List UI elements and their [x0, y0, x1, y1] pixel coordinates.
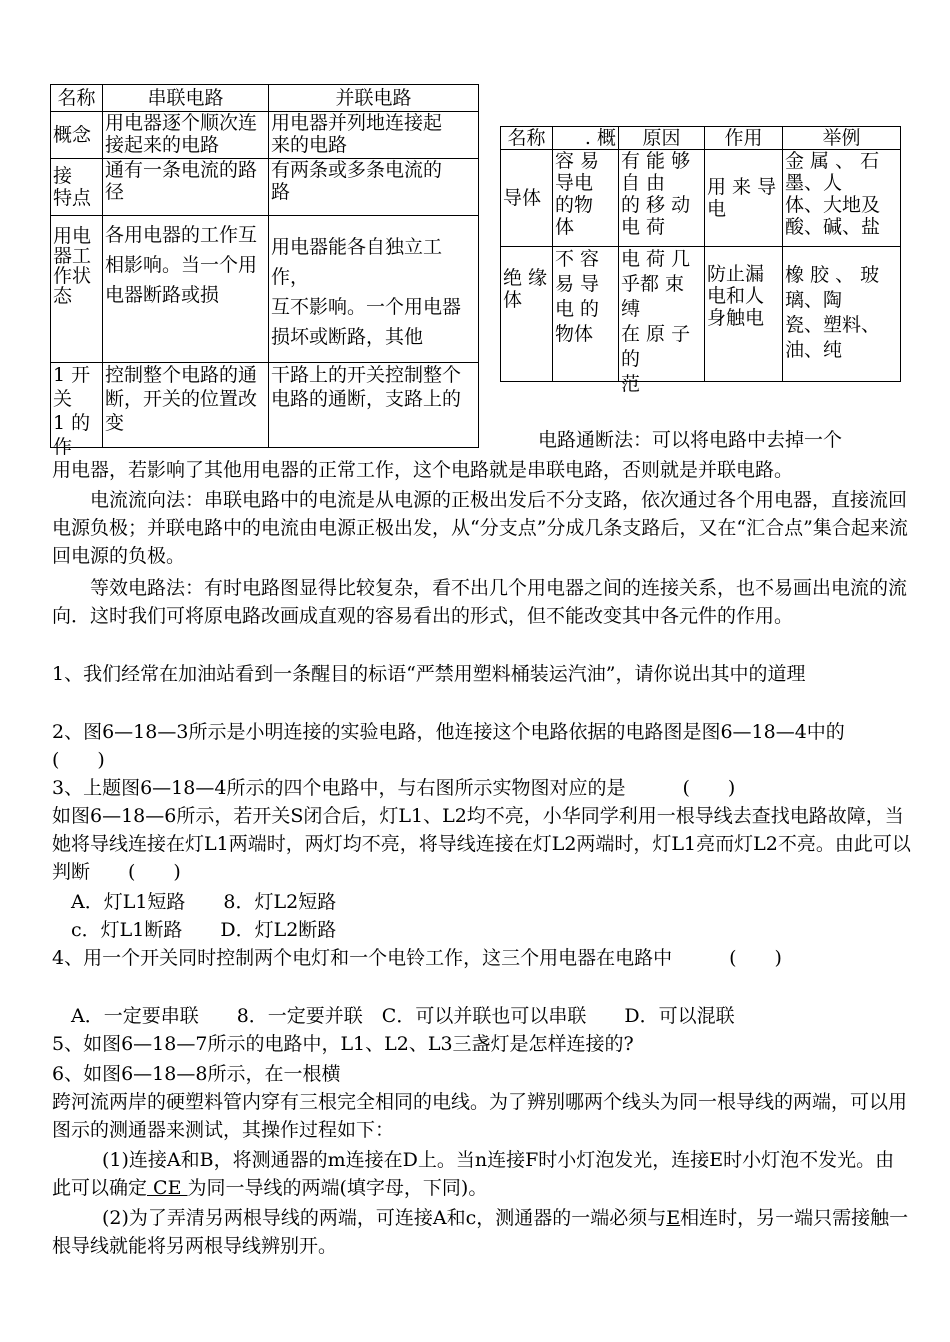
- question-3b: 如图6—18—6所示，若开关S闭合后，灯L1、L2均不亮，小华同学利用一根导线去查找电路故障，当她将导线连接在灯L1两端时，两灯均不亮，将导线连接在灯L2两端时，灯L1亮而灯L2不亮。由此可以判断 ( ): [52, 805, 911, 883]
- t2-cell: 用 来 导 电: [707, 176, 777, 220]
- t1-cell: 用电器逐个顺次连 接起来的电路: [105, 112, 258, 156]
- q6-part2-answer: E: [666, 1207, 681, 1229]
- q6-part1-text-b: 为同一导线的两端(填字母，下同)。: [187, 1177, 488, 1199]
- t1-cell: 控制整个电路的通 断，开关的位置改变: [105, 364, 258, 434]
- question-3: 3、上题图6—18—4所示的四个电路中，与右图所示实物图对应的是 ( ): [52, 777, 736, 799]
- t1-cell: 通有一条电流的路 径: [105, 159, 258, 203]
- t1-cell: 干路上的开关控制整个 电路的通断，支路上的: [271, 364, 462, 410]
- method2-paragraph: 电流流向法：串联电路中的电流是从电源的正极出发后不分支路，依次通过各个用电器，直接流回电源负极；并联电路中的电流由电源正极出发，从“分支点”分成几条支路后，又在“汇合点”集合起来流回电源的负极。: [52, 489, 908, 567]
- question-6-part2: [52, 1204, 912, 1260]
- question-6-part1: [52, 1146, 912, 1202]
- question-4-options: A．一定要串联 8．一定要并联 C．可以并联也可以串联 D．可以混联: [52, 1005, 735, 1027]
- t2-cell: 容 易 导电 的物 体: [555, 150, 600, 238]
- t2-row-name: 导体: [503, 187, 542, 209]
- t1-cell: 有两条或多条电流的 路: [271, 159, 443, 203]
- t1-row-label: 用电 器工 作状 态: [53, 225, 92, 307]
- q6-part2-text-a: (2)为了弄清另两根导线的两端，可连接A和c，测通器的一端必须与: [102, 1207, 667, 1229]
- question-2: 2、图6—18—3所示是小明连接的实验电路，他连接这个电路依据的电路图是图6—18—4中的 ( ): [52, 721, 864, 771]
- conductor-insulator-table: [500, 126, 901, 395]
- question-6-line2: 跨河流两岸的硬塑料管内穿有三根完全相同的电线。为了辨别哪两个线头为同一根导线的两端，可以用图示的测通器来测试，其操作过程如下：: [52, 1091, 908, 1141]
- t2-header-example: 举例: [783, 127, 901, 150]
- t2-row-name: 绝 缘 体: [503, 267, 548, 311]
- method3-paragraph: 等效电路法：有时电路图显得比较复杂，看不出几个用电器之间的连接关系，也不易画出电流的流向．这时我们可将原电路改画成直观的容易看出的形式，但不能改变其中各元件的作用。: [52, 577, 908, 627]
- method1-body: 用电器，若影响了其他用电器的正常工作，这个电路就是串联电路，否则就是并联电路。: [52, 459, 794, 481]
- t2-cell: 橡 胶 、 玻 璃、陶 瓷、塑料、 油、纯: [785, 264, 881, 361]
- t1-row-label: 接 特点: [53, 165, 92, 209]
- t1-row-label: 1 开 关 1 的作: [53, 364, 91, 458]
- t1-header-series: 串联电路: [103, 85, 269, 112]
- question-5: 5、如图6—18—7所示的电路中，L1、L2、L3三盏灯是怎样连接的?: [52, 1033, 634, 1055]
- method1-heading: 电路通断法：可以将电路中去掉一个: [538, 429, 843, 451]
- t1-cell: 用电器能各自独立工作， 互不影响。一个用电器 损坏或断路，其他: [271, 236, 462, 348]
- q6-part2-text-b: 相连时，另一端只需接触一根导线就能将另两根导线辨别开。: [52, 1207, 909, 1257]
- t2-header-reason: 原因: [619, 127, 705, 150]
- question-1: 1、我们经常在加油站看到一条醒目的标语“严禁用塑料桶装运汽油”，请你说出其中的道理: [52, 663, 806, 685]
- question-3b-options-1: A．灯L1短路 8．灯L2短路: [52, 891, 337, 913]
- t2-cell: 有 能 够 自 由 的 移 动 电 荷: [621, 150, 691, 238]
- t1-cell: 用电器并列地连接起 来的电路: [271, 112, 443, 156]
- t2-header-use: 作用: [705, 127, 783, 150]
- question-4: 4、用一个开关同时控制两个电灯和一个电铃工作，这三个用电器在电路中 ( ): [52, 947, 782, 969]
- t2-header-concept: . 概: [553, 127, 619, 150]
- t1-header-parallel: 并联电路: [269, 85, 479, 112]
- q6-part1-text-a: (1)连接A和B，将测通器的m连接在D上。当n连接F时小灯泡发光，连接E时小灯泡不发光。由此可以确定: [52, 1149, 895, 1199]
- series-parallel-table: [50, 84, 479, 458]
- q6-part1-answer: CE: [147, 1177, 188, 1199]
- t2-cell: 不 容 易 导 电 的 物体: [555, 248, 600, 345]
- t2-cell: 防止漏 电和人 身触电: [707, 263, 765, 329]
- t2-cell: 金 属 、 石 墨、人 体、大地及 酸、碱、盐: [785, 150, 881, 238]
- question-6-line1: 6、如图6—18—8所示，在一根横: [52, 1063, 341, 1085]
- t2-cell: 电 荷 几 乎都 束 缚 在 原 子 的 范: [621, 248, 691, 395]
- t1-cell: 各用电器的工作互 相影响。当一个用 电器断路或损: [105, 224, 258, 306]
- t1-row-label: 概念: [53, 124, 92, 146]
- t1-header-name: 名称: [51, 85, 103, 112]
- question-3b-options-2: c．灯L1断路 D．灯L2断路: [52, 919, 337, 941]
- t2-header-name: 名称: [501, 127, 553, 150]
